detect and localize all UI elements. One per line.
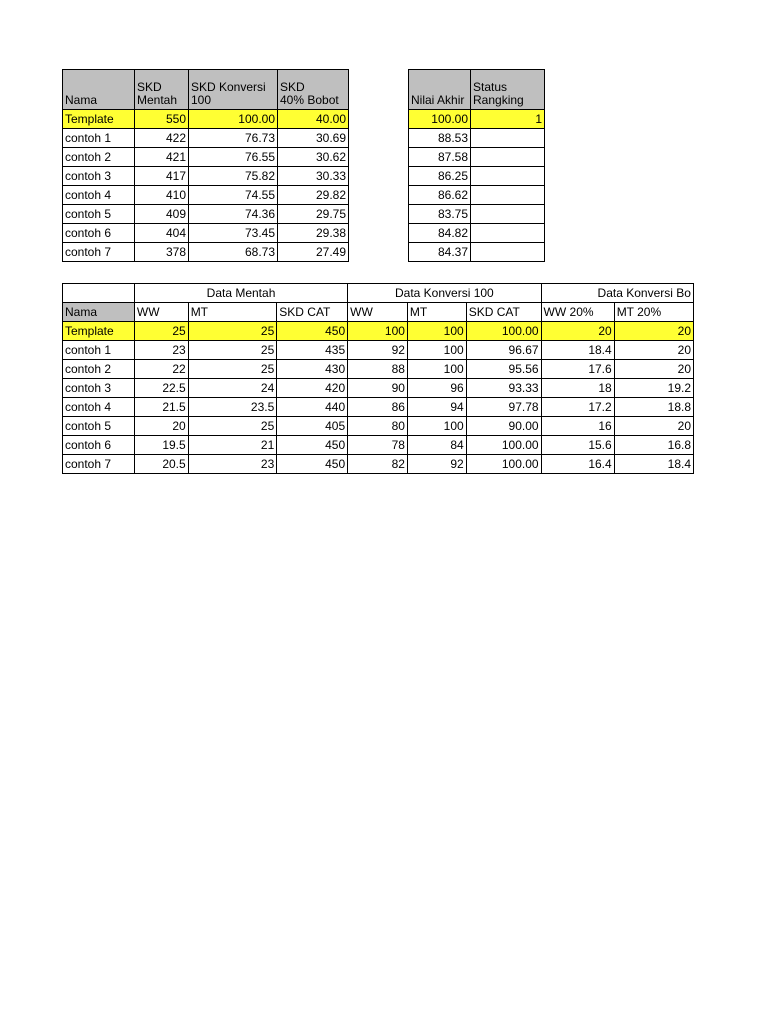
cell-status-rangking[interactable] bbox=[471, 205, 545, 224]
cell-nama[interactable]: contoh 3 bbox=[63, 379, 135, 398]
cell-skd-cat-konversi[interactable]: 100.00 bbox=[466, 322, 541, 341]
cell-status-rangking[interactable]: 1 bbox=[471, 110, 545, 129]
cell-mt-20[interactable]: 20 bbox=[614, 417, 693, 436]
header-skd-cat-konversi[interactable]: SKD CAT bbox=[466, 303, 541, 322]
cell-skd-cat[interactable]: 430 bbox=[277, 360, 348, 379]
header-mt-konversi[interactable]: MT bbox=[407, 303, 466, 322]
nilai-akhir-table bbox=[408, 69, 545, 262]
cell-nama[interactable]: contoh 1 bbox=[63, 341, 135, 360]
table-row bbox=[63, 455, 694, 474]
cell-skd-konversi[interactable]: 76.55 bbox=[189, 148, 278, 167]
cell-skd-mentah[interactable]: 378 bbox=[135, 243, 189, 262]
cell-nama[interactable]: contoh 5 bbox=[63, 417, 135, 436]
table-row bbox=[63, 379, 694, 398]
header-mt[interactable]: MT bbox=[188, 303, 277, 322]
table-row bbox=[63, 148, 349, 167]
cell-skd-mentah[interactable]: 422 bbox=[135, 129, 189, 148]
cell-mt-20[interactable]: 16.8 bbox=[614, 436, 693, 455]
cell-nama[interactable]: contoh 6 bbox=[63, 224, 135, 243]
cell-mt-konversi[interactable]: 100 bbox=[407, 417, 466, 436]
cell-nama[interactable]: contoh 4 bbox=[63, 186, 135, 205]
cell-mt-konversi[interactable]: 100 bbox=[407, 322, 466, 341]
cell-mt[interactable]: 23.5 bbox=[188, 398, 277, 417]
cell-status-rangking[interactable] bbox=[471, 186, 545, 205]
cell-ww-konversi[interactable]: 82 bbox=[348, 455, 408, 474]
cell-skd-mentah[interactable]: 417 bbox=[135, 167, 189, 186]
cell-ww-konversi[interactable]: 92 bbox=[348, 341, 408, 360]
cell-ww-konversi[interactable]: 86 bbox=[348, 398, 408, 417]
cell-skd-cat-konversi[interactable]: 100.00 bbox=[466, 455, 541, 474]
cell-skd-mentah[interactable]: 410 bbox=[135, 186, 189, 205]
cell-skd-konversi[interactable]: 68.73 bbox=[189, 243, 278, 262]
cell-nama[interactable]: contoh 4 bbox=[63, 398, 135, 417]
table-row bbox=[63, 322, 694, 341]
cell-mt-konversi[interactable]: 84 bbox=[407, 436, 466, 455]
cell-ww[interactable]: 25 bbox=[134, 322, 188, 341]
cell-ww-20[interactable]: 17.2 bbox=[541, 398, 614, 417]
cell-ww-20[interactable]: 17.6 bbox=[541, 360, 614, 379]
cell-skd-cat-konversi[interactable]: 95.56 bbox=[466, 360, 541, 379]
data-table-viewport bbox=[62, 283, 694, 483]
cell-nilai-akhir[interactable]: 86.62 bbox=[409, 186, 471, 205]
table-row bbox=[63, 360, 694, 379]
cell-skd-bobot[interactable]: 30.69 bbox=[278, 129, 349, 148]
table-row bbox=[409, 205, 545, 224]
cell-ww-konversi[interactable]: 78 bbox=[348, 436, 408, 455]
data-table bbox=[62, 283, 694, 474]
table-row bbox=[409, 148, 545, 167]
header-nama[interactable]: Nama bbox=[63, 303, 135, 322]
table-row bbox=[409, 129, 545, 148]
cell-ww-konversi[interactable]: 100 bbox=[348, 322, 408, 341]
cell-ww-20[interactable]: 16 bbox=[541, 417, 614, 436]
cell-ww[interactable]: 19.5 bbox=[134, 436, 188, 455]
cell-nama[interactable]: contoh 3 bbox=[63, 167, 135, 186]
header-ww[interactable]: WW bbox=[134, 303, 188, 322]
header-ww-konversi[interactable]: WW bbox=[348, 303, 408, 322]
group-header-data-mentah[interactable]: Data Mentah bbox=[134, 284, 347, 303]
cell-skd-cat-konversi[interactable]: 93.33 bbox=[466, 379, 541, 398]
table-row bbox=[409, 243, 545, 262]
cell-mt-20[interactable]: 20 bbox=[614, 360, 693, 379]
cell-skd-bobot[interactable]: 27.49 bbox=[278, 243, 349, 262]
table-row bbox=[409, 186, 545, 205]
cell-ww[interactable]: 23 bbox=[134, 341, 188, 360]
cell-mt-20[interactable]: 20 bbox=[614, 322, 693, 341]
header-skd-cat[interactable]: SKD CAT bbox=[277, 303, 348, 322]
group-header-row bbox=[63, 284, 694, 303]
cell-ww-20[interactable]: 18 bbox=[541, 379, 614, 398]
cell-mt-20[interactable]: 18.4 bbox=[614, 455, 693, 474]
cell-mt-konversi[interactable]: 96 bbox=[407, 379, 466, 398]
cell-status-rangking[interactable] bbox=[471, 224, 545, 243]
cell-nama[interactable]: contoh 6 bbox=[63, 436, 135, 455]
cell-mt-konversi[interactable]: 100 bbox=[407, 360, 466, 379]
cell-skd-cat[interactable]: 420 bbox=[277, 379, 348, 398]
header-nama[interactable]: Nama bbox=[63, 70, 135, 110]
cell-ww-20[interactable]: 18.4 bbox=[541, 341, 614, 360]
cell-skd-cat-konversi[interactable]: 100.00 bbox=[466, 436, 541, 455]
cell-skd-cat-konversi[interactable]: 90.00 bbox=[466, 417, 541, 436]
cell-skd-bobot[interactable]: 29.82 bbox=[278, 186, 349, 205]
cell-skd-konversi[interactable]: 74.36 bbox=[189, 205, 278, 224]
cell-skd-bobot[interactable]: 29.38 bbox=[278, 224, 349, 243]
group-header-blank[interactable] bbox=[63, 284, 135, 303]
header-skd-bobot[interactable]: SKD 40% Bobot bbox=[278, 70, 349, 110]
cell-skd-mentah[interactable]: 409 bbox=[135, 205, 189, 224]
cell-status-rangking[interactable] bbox=[471, 243, 545, 262]
cell-mt[interactable]: 24 bbox=[188, 379, 277, 398]
cell-skd-bobot[interactable]: 30.62 bbox=[278, 148, 349, 167]
cell-skd-bobot[interactable]: 29.75 bbox=[278, 205, 349, 224]
cell-nilai-akhir[interactable]: 83.75 bbox=[409, 205, 471, 224]
header-status-rangking[interactable]: Status Rangking bbox=[471, 70, 545, 110]
cell-skd-konversi[interactable]: 75.82 bbox=[189, 167, 278, 186]
cell-skd-konversi[interactable]: 74.55 bbox=[189, 186, 278, 205]
table-row bbox=[63, 129, 349, 148]
cell-mt[interactable]: 25 bbox=[188, 417, 277, 436]
table-row bbox=[63, 224, 349, 243]
cell-nama[interactable]: Template bbox=[63, 110, 135, 129]
cell-nilai-akhir[interactable]: 84.82 bbox=[409, 224, 471, 243]
table-row bbox=[63, 436, 694, 455]
cell-skd-cat[interactable]: 440 bbox=[277, 398, 348, 417]
cell-skd-cat[interactable]: 405 bbox=[277, 417, 348, 436]
cell-status-rangking[interactable] bbox=[471, 167, 545, 186]
table-row bbox=[409, 224, 545, 243]
group-header-data-bobot[interactable]: Data Konversi Bo bbox=[541, 284, 693, 303]
header-nilai-akhir[interactable]: Nilai Akhir bbox=[409, 70, 471, 110]
group-header-data-konversi[interactable]: Data Konversi 100 bbox=[348, 284, 541, 303]
cell-nama[interactable]: contoh 7 bbox=[63, 243, 135, 262]
cell-mt[interactable]: 25 bbox=[188, 360, 277, 379]
cell-skd-mentah[interactable]: 421 bbox=[135, 148, 189, 167]
table-row bbox=[63, 167, 349, 186]
cell-skd-cat[interactable]: 435 bbox=[277, 341, 348, 360]
cell-nama[interactable]: contoh 5 bbox=[63, 205, 135, 224]
cell-skd-bobot[interactable]: 40.00 bbox=[278, 110, 349, 129]
cell-ww[interactable]: 20 bbox=[134, 417, 188, 436]
table-row bbox=[63, 205, 349, 224]
cell-mt[interactable]: 25 bbox=[188, 341, 277, 360]
table-row bbox=[409, 167, 545, 186]
nilai-header-row bbox=[409, 70, 545, 110]
column-header-row bbox=[63, 303, 694, 322]
cell-skd-cat[interactable]: 450 bbox=[277, 322, 348, 341]
cell-ww[interactable]: 20.5 bbox=[134, 455, 188, 474]
skd-table bbox=[62, 69, 349, 262]
cell-mt-konversi[interactable]: 100 bbox=[407, 341, 466, 360]
cell-skd-konversi[interactable]: 100.00 bbox=[189, 110, 278, 129]
cell-skd-cat[interactable]: 450 bbox=[277, 455, 348, 474]
table-row bbox=[63, 417, 694, 436]
table-row bbox=[63, 341, 694, 360]
cell-ww[interactable]: 22 bbox=[134, 360, 188, 379]
cell-nama[interactable]: contoh 7 bbox=[63, 455, 135, 474]
cell-status-rangking[interactable] bbox=[471, 129, 545, 148]
cell-ww[interactable]: 22.5 bbox=[134, 379, 188, 398]
header-mt-20[interactable]: MT 20% bbox=[614, 303, 693, 322]
cell-skd-cat-konversi[interactable]: 97.78 bbox=[466, 398, 541, 417]
cell-skd-cat-konversi[interactable]: 96.67 bbox=[466, 341, 541, 360]
cell-ww-20[interactable]: 20 bbox=[541, 322, 614, 341]
cell-ww[interactable]: 21.5 bbox=[134, 398, 188, 417]
table-row bbox=[63, 398, 694, 417]
table-row bbox=[63, 243, 349, 262]
cell-status-rangking[interactable] bbox=[471, 148, 545, 167]
cell-skd-mentah[interactable]: 404 bbox=[135, 224, 189, 243]
cell-ww-20[interactable]: 16.4 bbox=[541, 455, 614, 474]
cell-nama[interactable]: contoh 1 bbox=[63, 129, 135, 148]
cell-nilai-akhir[interactable]: 87.58 bbox=[409, 148, 471, 167]
cell-skd-konversi[interactable]: 73.45 bbox=[189, 224, 278, 243]
table-row bbox=[409, 110, 545, 129]
cell-mt-konversi[interactable]: 92 bbox=[407, 455, 466, 474]
cell-mt-20[interactable]: 20 bbox=[614, 341, 693, 360]
cell-skd-bobot[interactable]: 30.33 bbox=[278, 167, 349, 186]
table-row bbox=[63, 110, 349, 129]
cell-ww-20[interactable]: 15.6 bbox=[541, 436, 614, 455]
cell-nilai-akhir[interactable]: 86.25 bbox=[409, 167, 471, 186]
cell-nama[interactable]: contoh 2 bbox=[63, 148, 135, 167]
skd-header-row bbox=[63, 70, 349, 110]
cell-ww-konversi[interactable]: 90 bbox=[348, 379, 408, 398]
header-ww-20[interactable]: WW 20% bbox=[541, 303, 614, 322]
cell-mt-20[interactable]: 18.8 bbox=[614, 398, 693, 417]
cell-nilai-akhir[interactable]: 84.37 bbox=[409, 243, 471, 262]
cell-skd-mentah[interactable]: 550 bbox=[135, 110, 189, 129]
header-skd-konversi[interactable]: SKD Konversi 100 bbox=[189, 70, 278, 110]
cell-skd-cat[interactable]: 450 bbox=[277, 436, 348, 455]
cell-mt[interactable]: 21 bbox=[188, 436, 277, 455]
cell-nama[interactable]: Template bbox=[63, 322, 135, 341]
cell-ww-konversi[interactable]: 88 bbox=[348, 360, 408, 379]
cell-nilai-akhir[interactable]: 100.00 bbox=[409, 110, 471, 129]
cell-mt-konversi[interactable]: 94 bbox=[407, 398, 466, 417]
table-row bbox=[63, 186, 349, 205]
header-skd-mentah[interactable]: SKD Mentah bbox=[135, 70, 189, 110]
cell-skd-konversi[interactable]: 76.73 bbox=[189, 129, 278, 148]
cell-mt-20[interactable]: 19.2 bbox=[614, 379, 693, 398]
cell-ww-konversi[interactable]: 80 bbox=[348, 417, 408, 436]
cell-nama[interactable]: contoh 2 bbox=[63, 360, 135, 379]
cell-mt[interactable]: 23 bbox=[188, 455, 277, 474]
cell-nilai-akhir[interactable]: 88.53 bbox=[409, 129, 471, 148]
cell-mt[interactable]: 25 bbox=[188, 322, 277, 341]
